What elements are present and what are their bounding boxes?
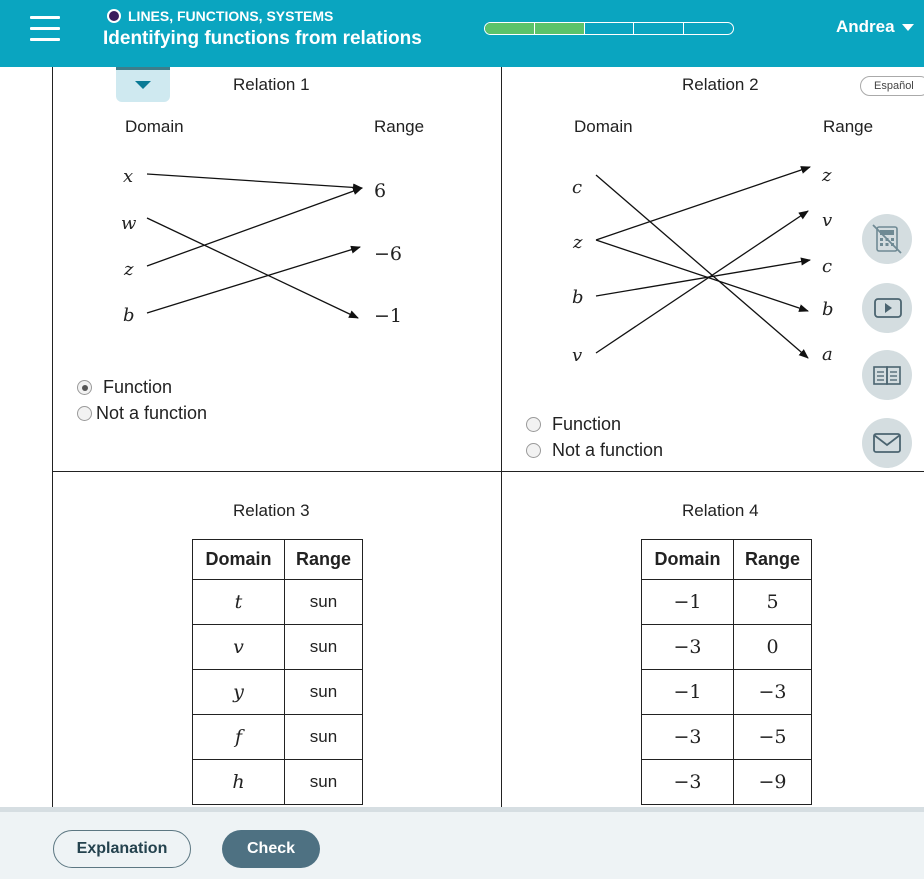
radio-icon[interactable]	[77, 406, 92, 421]
relation-2-range-item: z	[822, 165, 832, 186]
relation-1-title: Relation 1	[233, 75, 310, 94]
relation-2-title: Relation 2	[682, 75, 759, 94]
table-header: Domain	[642, 540, 734, 580]
book-icon	[862, 350, 912, 400]
table-cell: −5	[734, 715, 812, 760]
relation-2-option-function[interactable]	[526, 414, 621, 435]
table-cell: t	[193, 580, 285, 625]
mail-icon	[862, 418, 912, 468]
table-row	[642, 625, 812, 670]
relation-2-domain-item: v	[572, 345, 583, 366]
relation-1-arrow	[147, 188, 362, 266]
relation-2-domain-item: b	[572, 287, 584, 308]
reference-book-button[interactable]	[862, 350, 912, 400]
table-cell: 0	[734, 625, 812, 670]
relation-1-arrow	[147, 174, 362, 188]
radio-selected-icon[interactable]	[77, 380, 92, 395]
relation-3-table	[192, 539, 363, 805]
table-cell: sun	[285, 580, 363, 625]
video-icon	[862, 283, 912, 333]
table-row	[642, 670, 812, 715]
option-label: Function	[552, 414, 622, 434]
relation-1-domain-item: z	[124, 259, 134, 280]
table-cell: −1	[642, 580, 734, 625]
topic-text: LINES, FUNCTIONS, SYSTEMS	[128, 8, 334, 24]
table-row	[193, 580, 363, 625]
table-header: Range	[734, 540, 812, 580]
table-cell: −9	[734, 760, 812, 805]
table-cell: −3	[642, 625, 734, 670]
table-row	[642, 580, 812, 625]
relation-2-range-item: v	[822, 210, 833, 231]
relation-2-domain-item: c	[572, 177, 583, 198]
table-header: Domain	[193, 540, 285, 580]
table-row	[642, 715, 812, 760]
relation-2-domain-item: z	[573, 232, 583, 253]
table-cell: −3	[734, 670, 812, 715]
relation-2-arrow	[596, 175, 808, 358]
relation-1-range-item: −1	[374, 305, 403, 327]
relation-1-range-label: Range	[374, 117, 425, 136]
relation-2-range-item: b	[822, 299, 834, 320]
relation-2-range-item: a	[822, 344, 833, 365]
table-row	[193, 715, 363, 760]
relation-1-range-item: −6	[374, 243, 403, 265]
relation-2-arrow	[596, 211, 808, 353]
table-cell: y	[193, 670, 285, 715]
message-button[interactable]	[862, 418, 912, 468]
relation-1-range-item: 6	[374, 180, 387, 202]
table-cell: v	[193, 625, 285, 670]
relation-2-arrow	[596, 240, 808, 311]
relation-1-domain-label: Domain	[125, 117, 184, 136]
calculator-off-icon	[862, 214, 912, 264]
relation-4-table	[641, 539, 812, 805]
table-row	[193, 760, 363, 805]
relation-2-domain-label: Domain	[574, 117, 633, 136]
relation-1-option-function[interactable]	[77, 377, 172, 398]
relation-2-range-label: Range	[823, 117, 874, 136]
espanol-button[interactable]: Español	[860, 76, 924, 96]
table-cell: sun	[285, 670, 363, 715]
radio-icon[interactable]	[526, 417, 541, 432]
table-row	[193, 670, 363, 715]
relation-1-option-not-function[interactable]	[77, 403, 207, 424]
table-cell: 5	[734, 580, 812, 625]
relation-2-option-not-function[interactable]	[526, 440, 663, 461]
user-name: Andrea	[836, 17, 895, 36]
video-button[interactable]	[862, 283, 912, 333]
relation-2-range-item: c	[822, 256, 833, 277]
table-cell: h	[193, 760, 285, 805]
table-cell: sun	[285, 625, 363, 670]
table-cell: −3	[642, 760, 734, 805]
table-cell: sun	[285, 715, 363, 760]
relation-1-domain-item: b	[123, 305, 135, 326]
table-cell: sun	[285, 760, 363, 805]
table-header: Range	[285, 540, 363, 580]
lesson-title: Identifying functions from relations	[103, 28, 422, 49]
table-cell: −3	[642, 715, 734, 760]
explanation-button[interactable]: Explanation	[53, 830, 191, 868]
radio-icon[interactable]	[526, 443, 541, 458]
relation-1-domain-item: w	[121, 213, 137, 234]
table-row	[642, 760, 812, 805]
option-label: Function	[103, 377, 173, 397]
option-label: Not a function	[96, 403, 208, 423]
table-row	[193, 625, 363, 670]
table-cell: −1	[642, 670, 734, 715]
relation-3-title: Relation 3	[233, 501, 310, 520]
table-cell: f	[193, 715, 285, 760]
relation-2-arrow	[596, 260, 810, 296]
option-label: Not a function	[552, 440, 664, 460]
calculator-button[interactable]	[862, 214, 912, 264]
relation-1-domain-item: x	[123, 166, 134, 187]
check-button[interactable]: Check	[222, 830, 320, 868]
relation-4-title: Relation 4	[682, 501, 759, 520]
